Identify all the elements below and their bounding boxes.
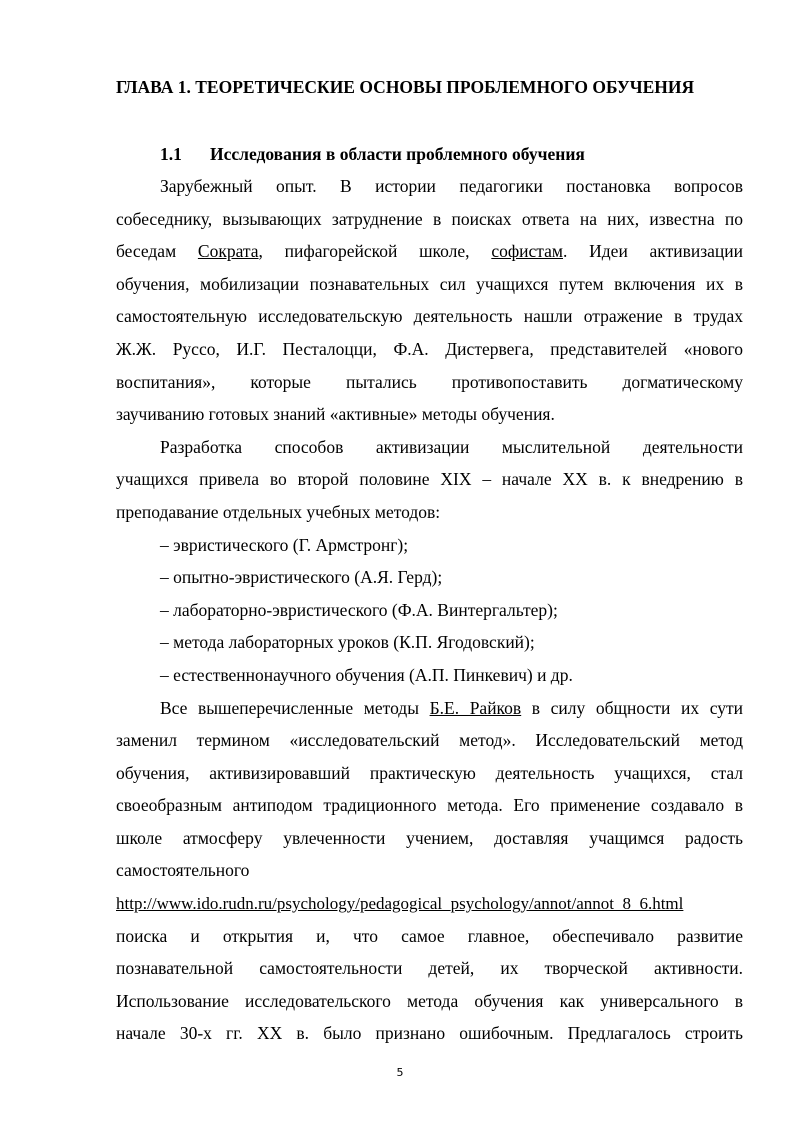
paragraph-3-line: начале 30-х гг. XX в. было признано ошибочным. Предлагалось строить bbox=[116, 1023, 743, 1044]
section-number: 1.1 bbox=[160, 144, 182, 164]
list-item: – эвристического (Г. Армстронг); bbox=[160, 534, 409, 555]
body-text bbox=[116, 170, 743, 1050]
list-item: – метода лабораторных уроков (К.П. Ягодовский); bbox=[160, 632, 535, 653]
paragraph-3-line: школе атмосферу увлеченности учением, доставляя учащимся радость bbox=[116, 827, 743, 848]
link-raikov[interactable]: Б.Е. Райков bbox=[429, 697, 522, 718]
list-item: – опытно-эвристического (А.Я. Герд); bbox=[160, 567, 443, 588]
paragraph-1-line: заучиванию готовых знаний «активные» методы обучения. bbox=[116, 404, 555, 425]
paragraph-1-line: Ж.Ж. Руссо, И.Г. Песталоцци, Ф.А. Дистервега, представителей «нового bbox=[116, 338, 743, 359]
section-title: Исследования в области проблемного обучения bbox=[210, 144, 585, 164]
text-span: , пифагорейской школе, bbox=[258, 241, 470, 262]
paragraph-2-line: учащихся привела во второй половине XIX – начале XX в. к внедрению в bbox=[116, 469, 743, 490]
text-span: в силу общности их сути bbox=[531, 697, 743, 718]
paragraph-3-line: своеобразным антиподом традиционного метода. Его применение создавало в bbox=[116, 795, 743, 816]
paragraph-2-line: Разработка способов активизации мыслительной деятельности bbox=[160, 436, 743, 457]
text-span: беседам bbox=[116, 241, 177, 262]
list-item: – лабораторно-эвристического (Ф.А. Винтергальтер); bbox=[160, 599, 558, 620]
paragraph-2-line: преподавание отдельных учебных методов: bbox=[116, 501, 441, 522]
paragraph-1-line: Зарубежный опыт. В истории педагогики постановка вопросов bbox=[160, 176, 743, 196]
paragraph-1-line: собеседнику, вызывающих затруднение в поисках ответа на них, известна по bbox=[116, 208, 743, 229]
link-socrates[interactable]: Сократа bbox=[197, 241, 259, 262]
paragraph-1-line bbox=[116, 235, 743, 268]
paragraph-3-line bbox=[116, 692, 743, 725]
paragraph-3-line: обучения, активизировавший практическую деятельность учащихся, стал bbox=[116, 762, 743, 783]
paragraph-3-line: познавательной самостоятельности детей, их творческой активности. bbox=[116, 958, 743, 979]
paragraph-1-line: обучения, мобилизации познавательных сил учащихся путем включения их в bbox=[116, 273, 743, 294]
chapter-title: ГЛАВА 1. ТЕОРЕТИЧЕСКИЕ ОСНОВЫ ПРОБЛЕМНОГО ОБУЧЕНИЯ bbox=[116, 77, 695, 97]
section-heading bbox=[160, 143, 760, 165]
link-sophists[interactable]: софистам bbox=[491, 241, 564, 262]
paragraph-3-line: заменил термином «исследовательский метод». Исследовательский метод bbox=[116, 730, 743, 751]
paragraph-3-line: поиска и открытия и, что самое главное, обеспечивало развитие bbox=[116, 925, 743, 946]
list-item: – естественнонаучного обучения (А.П. Пинкевич) и др. bbox=[160, 664, 573, 685]
paragraph-1-line: воспитания», которые пытались противопоставить догматическому bbox=[116, 371, 743, 392]
paragraph-3-line: Использование исследовательского метода обучения как универсального в bbox=[116, 990, 743, 1011]
url-link[interactable]: http://www.ido.rudn.ru/psychology/pedagogical_psychology/annot/annot_8_6.html bbox=[116, 894, 684, 914]
paragraph-3-line bbox=[116, 887, 743, 920]
paragraph-1-line: самостоятельную исследовательскую деятельность нашли отражение в трудах bbox=[116, 306, 743, 327]
text-span: . Идеи активизации bbox=[563, 241, 743, 262]
page-number: 5 bbox=[396, 1066, 404, 1079]
text-span: Все вышеперечисленные методы bbox=[160, 697, 419, 718]
paragraph-3-line: самостоятельного bbox=[116, 860, 250, 881]
